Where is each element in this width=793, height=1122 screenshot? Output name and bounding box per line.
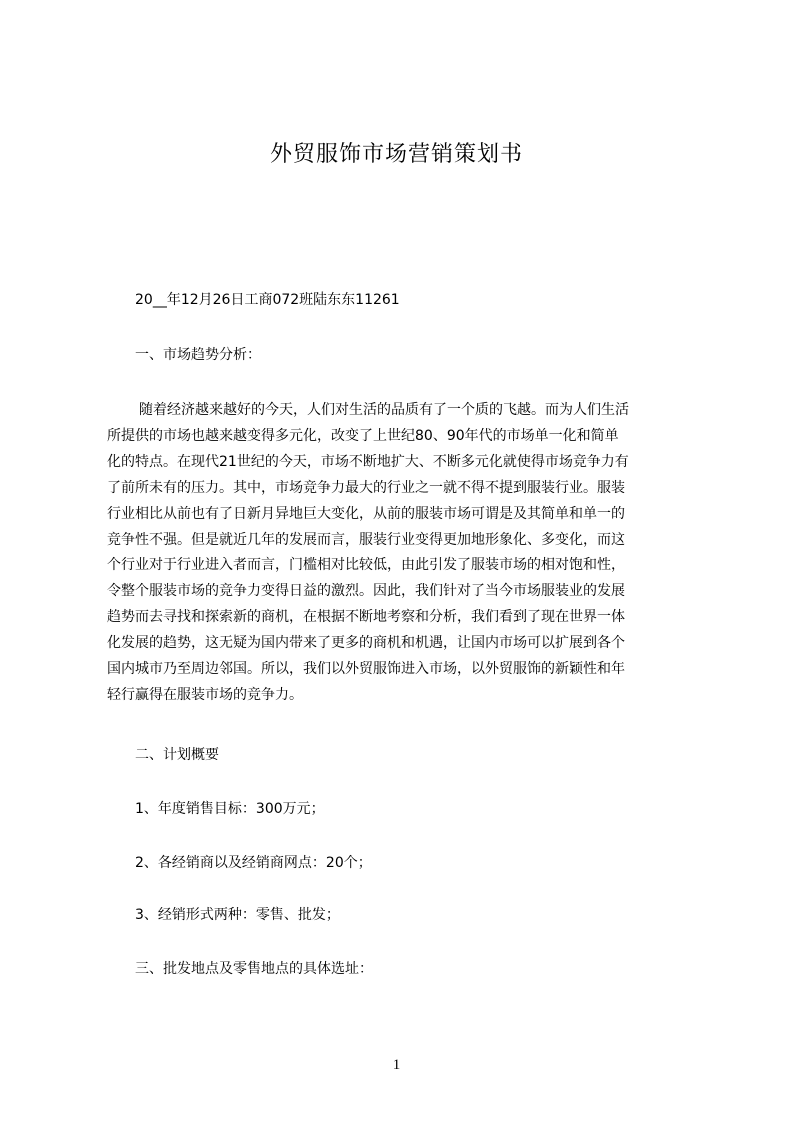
page-number: 1	[392, 1057, 401, 1073]
section-heading-market-trend: 一、市场趋势分析：	[135, 347, 261, 363]
paragraph-line: 行业相比从前也有了日新月异地巨大变化，从前的服装市场可谓是及其简单和单一的	[107, 505, 625, 522]
paragraph-line: 化发展的趋势，这无疑为国内带来了更多的商机和机遇，让国内市场可以扩展到各个	[107, 635, 625, 652]
plan-item-sales-forms: 3、经销形式两种：零售、批发；	[135, 907, 340, 923]
section-heading-plan-summary: 二、计划概要	[135, 747, 219, 763]
paragraph-line: 个行业对于行业进入者而言，门槛相对比较低，由此引发了服装市场的相对饱和性，	[107, 557, 625, 574]
paragraph-line: 竞争性不强。但是就近几年的发展而言，服装行业变得更加地形象化、多变化，而这	[107, 531, 625, 548]
paragraph-line: 所提供的市场也越来越变得多元化，改变了上世纪80、90年代的市场单一化和简单	[107, 427, 619, 444]
paragraph-line: 轻行赢得在服装市场的竞争力。	[107, 686, 303, 703]
plan-item-sales-target: 1、年度销售目标：300万元；	[135, 801, 325, 817]
section-heading-locations: 三、批发地点及零售地点的具体选址：	[135, 961, 373, 977]
paragraph-line: 国内城市乃至周边邻国。所以，我们以外贸服饰进入市场，以外贸服饰的新颖性和年	[107, 661, 625, 678]
paragraph-line: 化的特点。在现代21世纪的今天，市场不断地扩大、不断多元化就使得市场竞争力有	[107, 453, 629, 470]
market-trend-paragraph	[107, 398, 697, 718]
plan-item-dealers: 2、各经销商以及经销商网点：20个；	[135, 855, 372, 871]
paragraph-line: 趋势而去寻找和探索新的商机，在根据不断地考察和分析，我们看到了现在世界一体	[107, 609, 625, 626]
date-class-line: 20__年12月26日工商072班陆东东11261	[135, 292, 400, 308]
paragraph-line: 了前所未有的压力。其中，市场竞争力最大的行业之一就不得不提到服装行业。服装	[107, 479, 625, 496]
document-title: 外贸服饰市场营销策划书	[269, 142, 523, 167]
paragraph-line: 随着经济越来越好的今天，人们对生活的品质有了一个质的飞越。而为人们生活	[139, 402, 629, 418]
paragraph-line: 令整个服装市场的竞争力变得日益的激烈。因此，我们针对了当今市场服装业的发展	[107, 583, 625, 600]
